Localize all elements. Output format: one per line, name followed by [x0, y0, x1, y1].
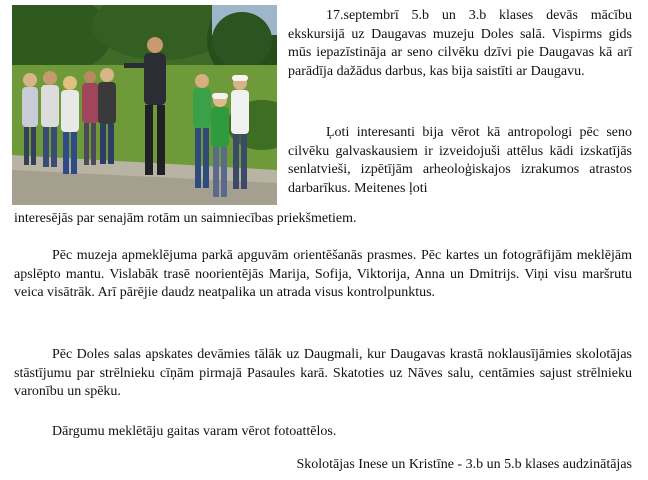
signature: Skolotājas Inese un Kristīne - 3.b un 5.b klases audzinātājas: [296, 457, 632, 472]
paragraph-orienteering: Pēc muzeja apmeklējuma parkā apguvām orientēšanās prasmes. Pēc kartes un fotogrāfijām meklējām apslēpto mantu. Vislabāk trasē noorientējās Marija, Sofija, Viktorija, Anna un Dmitrijs. Viņi visu maršrutu veica visātrāk. Arī pārējie daudz neatpalika un atrada visus kontrolpunktus.: [14, 248, 632, 301]
group-photo: [12, 5, 277, 205]
paragraph-daugmale: Pēc Doles salas apskates devāmies tālāk uz Daugmali, kur Daugavas krastā noklausījāmies skolotājas stāstījumu par strēlnieku cīņām pirmajā Pasaules karā. Skatoties uz Nāves salu, centāmies sajust strēlnieku varonību un spēku.: [14, 347, 632, 400]
photo-image: [12, 5, 277, 205]
paragraph-anthropology-continued: interesējās par senajām rotām un saimniecības priekšmetiem.: [14, 211, 357, 226]
paragraph-photos-note: Dārgumu meklētāju gaitas varam vērot fotoattēlos.: [52, 424, 337, 439]
paragraph-excursion-intro: 17.septembrī 5.b un 3.b klases devās mācību ekskursijā uz Daugavas muzeju Doles salā. Vispirms gids mūs iepazīstināja ar seno cilvēku dzīvi pie Daugavas kā arī parādīja dažādus darbus, kas bija saistīti ar Daugavu.: [288, 8, 632, 79]
paragraph-anthropology: Ļoti interesanti bija vērot kā antropologi pēc seno cilvēku galvaskausiem ir izveidojuši attēlus kādi izskatījās senlatvieši, izpētījām arheoloģiskajos izrakumos atrastos darbarīkus. Meitenes ļoti: [288, 125, 632, 196]
